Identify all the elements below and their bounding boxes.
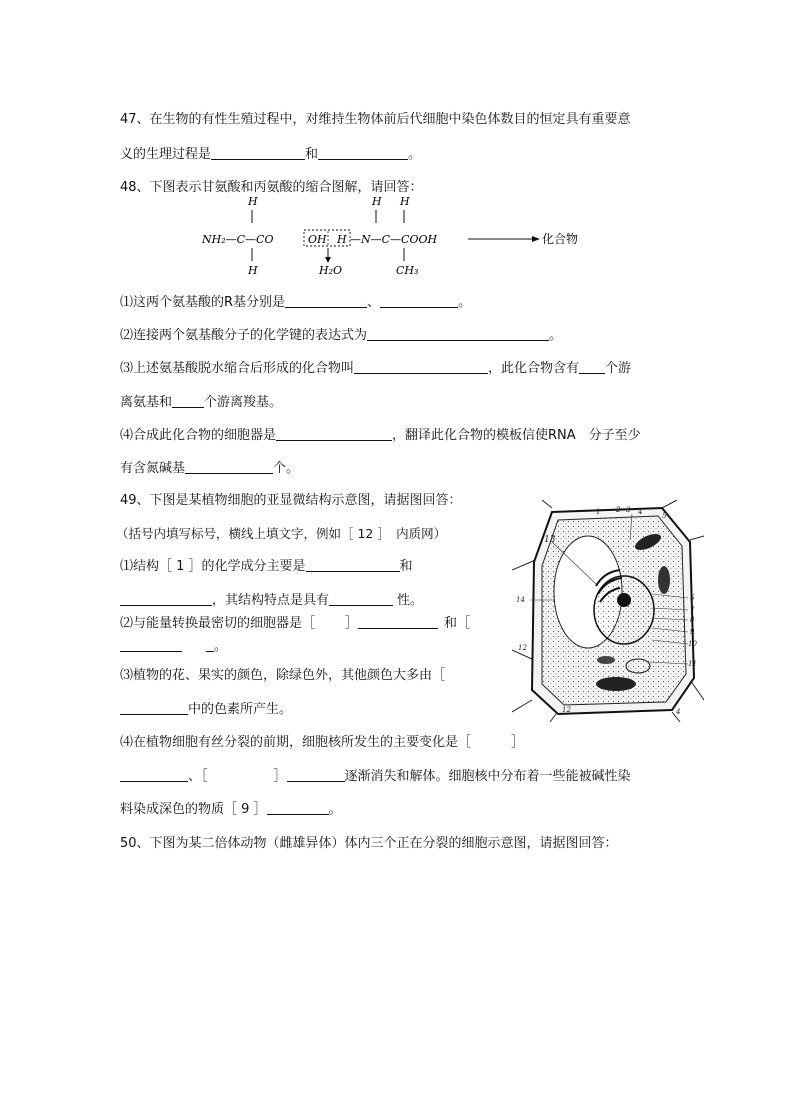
answer-blank[interactable] <box>172 394 204 408</box>
answer-blank[interactable] <box>354 360 488 374</box>
diagram-label: 6 <box>690 594 695 602</box>
answer-blank[interactable] <box>120 638 182 652</box>
q49-part4: ⑷在植物细胞有丝分裂的前期，细胞核所发生的主要变化是［ ］ <box>120 735 525 750</box>
q48-part3b: 离氨基和 个游离羧基。 <box>120 395 283 410</box>
q48-part4: ⑷合成此化合物的细胞器是 ，翻译此化合物的模板信使RNA 分子至少 <box>120 428 641 443</box>
answer-blank[interactable] <box>120 701 188 715</box>
diagram-label: 9 <box>690 628 695 636</box>
diagram-label: 11 <box>688 660 697 668</box>
formula-right: —N—C—COOH <box>350 233 438 246</box>
answer-blank[interactable] <box>120 592 212 606</box>
formula-h-top: H <box>372 195 382 208</box>
mitochondrion <box>597 656 615 664</box>
q47-text: 。 <box>408 147 422 162</box>
answer-blank[interactable] <box>285 294 367 308</box>
formula-ch3: CH₃ <box>396 264 419 277</box>
diagram-label: 1 <box>596 508 601 516</box>
answer-blank[interactable] <box>206 638 214 652</box>
plant-cell-diagram <box>512 500 704 722</box>
q50-title: 50、下图为某二倍体动物（雌雄异体）体内三个正在分裂的细胞示意图，请据图回答： <box>120 836 618 851</box>
q49-note: （括号内填写标号，横线上填文字，例如［ 12 ］ 内质网） <box>116 526 447 541</box>
answer-blank[interactable] <box>287 768 345 782</box>
diagram-label: 7 <box>690 606 695 614</box>
formula-left: NH₂—C—CO <box>202 233 274 246</box>
formula-h-top: H <box>248 195 258 208</box>
answer-blank[interactable] <box>329 592 393 606</box>
answer-blank[interactable] <box>120 768 188 782</box>
formula-h-top: H <box>400 195 410 208</box>
formula-oh: OH <box>308 233 327 246</box>
answer-blank[interactable] <box>306 558 400 572</box>
q49-part2: ⑵与能量转换最密切的细胞器是［ ］ 和［ <box>120 616 471 631</box>
q49-part4b: 、［ ］ 逐渐消失和解体。细胞核中分布着一些能被碱性染 <box>120 768 631 786</box>
answer-blank[interactable] <box>211 146 305 160</box>
q49-part4c: 料染成深色的物质［ 9 ］ 。 <box>120 802 342 817</box>
answer-blank[interactable] <box>276 427 392 441</box>
diagram-label: 8 <box>690 616 695 624</box>
chloroplast <box>658 566 670 594</box>
answer-blank[interactable] <box>358 615 438 629</box>
q47-text: 和 <box>305 147 319 162</box>
nucleolus <box>617 593 631 607</box>
formula-h2o: H₂O <box>319 264 343 277</box>
diagram-label: 12 <box>562 706 571 714</box>
diagram-label: 2 <box>616 506 621 514</box>
q47-line1 <box>120 111 631 129</box>
q48-part3: ⑶上述氨基酸脱水缩合后形成的化合物叫 ，此化合物含有 个游 <box>120 361 632 376</box>
diagram-label: 14 <box>516 596 525 604</box>
answer-blank[interactable] <box>380 294 458 308</box>
answer-blank[interactable] <box>367 327 549 341</box>
q47-line2 <box>120 146 421 164</box>
q48-title: 48、下图表示甘氨酸和丙氨酸的缩合图解，请回答： <box>120 180 423 195</box>
diagram-label: 10 <box>688 640 697 648</box>
formula-h-bottom: H <box>248 264 258 277</box>
reaction-arrow-icon <box>532 236 540 242</box>
q49-part1b: ，其结构特点是具有 性。 <box>120 592 423 610</box>
q48-part4b: 有含氮碱基 个。 <box>120 461 300 476</box>
chloroplast <box>596 677 636 691</box>
q49-title: 49、下图是某植物细胞的亚显微结构示意图，请据图回答： <box>120 493 462 508</box>
diagram-label: 3 <box>626 506 631 514</box>
answer-blank[interactable] <box>185 460 273 474</box>
answer-blank[interactable] <box>579 360 605 374</box>
q47-text: 义的生理过程是 <box>120 147 212 162</box>
q48-part1: ⑴这两个氨基酸的R基分别是 、 。 <box>120 295 472 310</box>
q47-text: 47、在生物的有性生殖过程中，对维持生物体前后代细胞中染色体数目的恒定具有重要意 <box>120 112 631 127</box>
diagram-label: 13 <box>544 535 556 545</box>
diagram-label: 12 <box>518 644 527 652</box>
condensation-formula-diagram <box>200 194 600 278</box>
q49-part3b: 中的色素所产生。 <box>120 701 292 719</box>
q49-part1: ⑴结构［ 1 ］的化学成分主要是 和 <box>120 559 413 574</box>
q49-part3: ⑶植物的花、果实的颜色，除绿色外，其他颜色大多由［ <box>120 668 446 683</box>
q48-part2: ⑵连接两个氨基酸分子的化学键的表达式为 。 <box>120 328 563 343</box>
diagram-label: 5 <box>662 512 667 520</box>
q49-part2b: 。 <box>120 638 227 656</box>
formula-product: 化合物 <box>542 232 579 246</box>
down-arrow-icon <box>325 257 331 263</box>
diagram-label: 4 <box>676 708 681 716</box>
diagram-label: 4 <box>638 508 643 516</box>
formula-h: H <box>337 233 347 246</box>
answer-blank[interactable] <box>318 146 408 160</box>
answer-blank[interactable] <box>267 801 329 815</box>
